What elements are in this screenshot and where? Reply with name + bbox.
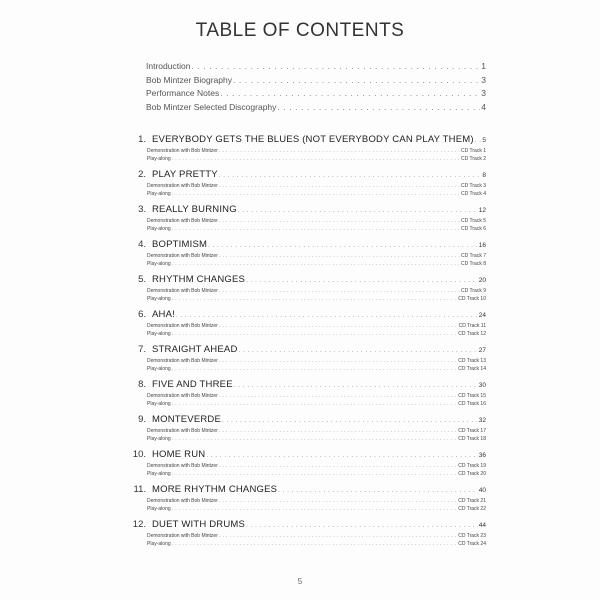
page-number: 5	[297, 577, 303, 586]
entry-label: Bob Mintzer Biography	[146, 74, 232, 85]
tune-entry	[126, 309, 486, 338]
playalong-track: CD Track 22	[458, 505, 486, 512]
playalong-track: CD Track 18	[458, 435, 486, 442]
dot-leader	[219, 173, 482, 179]
dot-leader	[219, 463, 457, 471]
dot-leader	[219, 288, 460, 296]
tune-page: 12	[478, 207, 486, 214]
dot-leader	[172, 366, 458, 374]
demo-track: CD Track 1	[460, 148, 486, 154]
tune-page: 44	[478, 522, 486, 529]
tune-page: 30	[478, 382, 486, 389]
demo-row	[147, 533, 486, 541]
dot-leader	[191, 60, 480, 74]
dot-leader	[219, 428, 457, 436]
tune-entry	[126, 449, 486, 478]
dot-leader	[233, 74, 480, 88]
tune-number: 12.	[132, 519, 146, 530]
dot-leader	[277, 101, 480, 115]
playalong-row	[147, 401, 486, 409]
dot-leader	[176, 313, 478, 319]
dot-leader	[246, 523, 478, 529]
entry-label: Bob Mintzer Selected Discography	[146, 101, 277, 112]
demo-row	[147, 323, 486, 331]
tune-heading-row	[126, 134, 486, 148]
playalong-label: Play-along	[147, 295, 171, 302]
tune-title: BOPTIMISM	[152, 239, 208, 250]
tune-number: 1.	[138, 134, 146, 145]
playalong-track: CD Track 6	[460, 225, 486, 232]
dot-leader	[219, 253, 460, 261]
tune-entry	[126, 134, 486, 163]
demo-label: Demonstration with Bob Mintzer	[147, 498, 218, 504]
playalong-track: CD Track 14	[458, 365, 486, 372]
tune-number: 2.	[138, 169, 146, 180]
tune-page: 24	[478, 312, 486, 319]
tune-heading-row	[126, 169, 486, 183]
front-matter-entry	[146, 101, 486, 115]
tune-number: 7.	[138, 344, 146, 355]
dot-leader	[219, 498, 457, 506]
entry-page: 3	[481, 88, 486, 98]
tune-heading-row	[126, 309, 486, 323]
playalong-row	[147, 541, 486, 549]
playalong-track: CD Track 16	[458, 400, 486, 407]
dot-leader	[172, 331, 458, 339]
tune-title: FIVE AND THREE	[152, 379, 233, 390]
playalong-label: Play-along	[147, 330, 171, 337]
demo-track: CD Track 21	[458, 498, 486, 504]
tune-page: 8	[482, 172, 486, 179]
playalong-row	[147, 191, 486, 199]
playalong-track: CD Track 8	[460, 260, 486, 267]
demo-track: CD Track 5	[460, 218, 486, 224]
tune-heading-row	[126, 379, 486, 393]
demo-label: Demonstration with Bob Mintzer	[147, 323, 218, 329]
dot-leader	[246, 278, 478, 284]
tune-entry	[126, 379, 486, 408]
playalong-row	[147, 261, 486, 269]
tune-entry	[126, 344, 486, 373]
playalong-track: CD Track 24	[458, 540, 486, 547]
demo-track: CD Track 15	[458, 393, 486, 399]
dot-leader	[172, 261, 460, 269]
tune-entry	[126, 169, 486, 198]
tune-heading-row	[126, 519, 486, 533]
tune-heading-row	[126, 239, 486, 253]
tune-number: 6.	[138, 309, 146, 320]
dot-leader	[219, 148, 460, 156]
playalong-label: Play-along	[147, 190, 171, 197]
tune-heading-row	[126, 414, 486, 428]
demo-label: Demonstration with Bob Mintzer	[147, 393, 218, 399]
front-matter-entry	[146, 87, 486, 101]
tune-title: HOME RUN	[152, 449, 206, 460]
demo-label: Demonstration with Bob Mintzer	[147, 288, 218, 294]
demo-label: Demonstration with Bob Mintzer	[147, 183, 218, 189]
demo-row	[147, 148, 486, 156]
tune-entry	[126, 204, 486, 233]
tune-heading-row	[126, 344, 486, 358]
demo-label: Demonstration with Bob Mintzer	[147, 148, 218, 154]
tune-number: 9.	[138, 414, 146, 425]
demo-label: Demonstration with Bob Mintzer	[147, 358, 218, 364]
playalong-label: Play-along	[147, 400, 171, 407]
tune-title: STRAIGHT AHEAD	[152, 344, 238, 355]
playalong-label: Play-along	[147, 470, 171, 477]
demo-row	[147, 358, 486, 366]
playalong-label: Play-along	[147, 435, 171, 442]
demo-row	[147, 428, 486, 436]
tune-page: 32	[478, 417, 486, 424]
playalong-row	[147, 471, 486, 479]
tune-number: 11.	[133, 484, 146, 495]
dot-leader	[234, 383, 478, 389]
playalong-row	[147, 436, 486, 444]
tune-page: 40	[478, 487, 486, 494]
dot-leader	[239, 348, 478, 354]
playalong-track: CD Track 12	[458, 330, 486, 337]
tune-heading-row	[126, 204, 486, 218]
entry-page: 1	[481, 61, 486, 71]
demo-track: CD Track 3	[460, 183, 486, 189]
dot-leader	[278, 488, 478, 494]
tune-title: PLAY PRETTY	[152, 169, 218, 180]
tune-title: EVERYBODY GETS THE BLUES (NOT EVERYBODY CAN PLAY THEM)	[152, 134, 474, 145]
dot-leader	[172, 401, 458, 409]
dot-leader	[220, 87, 480, 101]
demo-label: Demonstration with Bob Mintzer	[147, 428, 218, 434]
dot-leader	[172, 471, 458, 479]
demo-track: CD Track 13	[458, 358, 486, 364]
tune-number: 8.	[138, 379, 146, 390]
tune-heading-row	[126, 274, 486, 288]
playalong-row	[147, 156, 486, 164]
dot-leader	[238, 208, 478, 214]
dot-leader	[172, 226, 460, 234]
tune-list	[126, 134, 486, 554]
demo-row	[147, 183, 486, 191]
dot-leader	[172, 541, 458, 549]
demo-track: CD Track 9	[460, 288, 486, 294]
demo-track: CD Track 11	[458, 323, 486, 329]
demo-label: Demonstration with Bob Mintzer	[147, 218, 218, 224]
front-matter-entry	[146, 60, 486, 74]
demo-row	[147, 498, 486, 506]
tune-number: 4.	[138, 239, 146, 250]
playalong-label: Play-along	[147, 260, 171, 267]
demo-track: CD Track 23	[458, 533, 486, 539]
dot-leader	[219, 218, 460, 226]
tune-title: MONTEVERDE	[152, 414, 222, 425]
dot-leader	[206, 453, 477, 459]
demo-row	[147, 218, 486, 226]
dot-leader	[219, 393, 457, 401]
front-matter-list	[146, 60, 486, 114]
demo-row	[147, 393, 486, 401]
tune-page: 27	[478, 347, 486, 354]
entry-page: 4	[481, 101, 486, 112]
playalong-label: Play-along	[147, 540, 171, 547]
tune-page: 36	[478, 452, 486, 459]
dot-leader	[172, 506, 458, 514]
front-matter-entry	[146, 74, 486, 88]
dot-leader	[172, 436, 458, 444]
page-title: TABLE OF CONTENTS	[195, 20, 405, 41]
tune-page: 20	[478, 277, 486, 284]
playalong-label: Play-along	[147, 365, 171, 372]
playalong-track: CD Track 20	[458, 470, 486, 477]
demo-track: CD Track 19	[458, 463, 486, 469]
tune-entry	[126, 414, 486, 443]
dot-leader	[172, 156, 460, 164]
dot-leader	[222, 418, 478, 424]
playalong-label: Play-along	[147, 505, 171, 512]
tune-entry	[126, 239, 486, 268]
dot-leader	[219, 183, 460, 191]
playalong-label: Play-along	[147, 155, 171, 162]
tune-title: AHA!	[152, 309, 175, 320]
demo-row	[147, 288, 486, 296]
demo-track: CD Track 7	[460, 253, 486, 259]
tune-number: 10.	[132, 449, 146, 460]
tune-page: 16	[478, 242, 486, 249]
dot-leader	[219, 358, 457, 366]
dot-leader	[219, 323, 458, 331]
tune-title: RHYTHM CHANGES	[152, 274, 246, 285]
entry-page: 3	[481, 74, 486, 85]
tune-title: MORE RHYTHM CHANGES	[152, 484, 278, 495]
tune-title: REALLY BURNING	[152, 204, 237, 215]
demo-row	[147, 253, 486, 261]
tune-entry	[126, 484, 486, 513]
playalong-row	[147, 366, 486, 374]
tune-entry	[126, 519, 486, 548]
tune-page: 5	[482, 137, 486, 144]
tune-heading-row	[126, 449, 486, 463]
playalong-track: CD Track 10	[458, 295, 486, 302]
playalong-track: CD Track 4	[460, 190, 486, 197]
tune-heading-row	[126, 484, 486, 498]
demo-label: Demonstration with Bob Mintzer	[147, 533, 218, 539]
dot-leader	[219, 533, 457, 541]
demo-label: Demonstration with Bob Mintzer	[147, 463, 218, 469]
dot-leader	[475, 138, 482, 144]
entry-label: Introduction	[146, 61, 191, 71]
tune-title: DUET WITH DRUMS	[152, 519, 246, 530]
dot-leader	[208, 243, 478, 249]
playalong-row	[147, 296, 486, 304]
playalong-row	[147, 226, 486, 234]
playalong-track: CD Track 2	[460, 155, 486, 162]
demo-row	[147, 463, 486, 471]
tune-number: 3.	[138, 204, 146, 215]
tune-number: 5.	[138, 274, 146, 285]
entry-label: Performance Notes	[146, 88, 220, 98]
playalong-row	[147, 331, 486, 339]
playalong-label: Play-along	[147, 225, 171, 232]
demo-track: CD Track 17	[458, 428, 486, 434]
dot-leader	[172, 191, 460, 199]
dot-leader	[172, 296, 458, 304]
demo-label: Demonstration with Bob Mintzer	[147, 253, 218, 259]
playalong-row	[147, 506, 486, 514]
tune-entry	[126, 274, 486, 303]
